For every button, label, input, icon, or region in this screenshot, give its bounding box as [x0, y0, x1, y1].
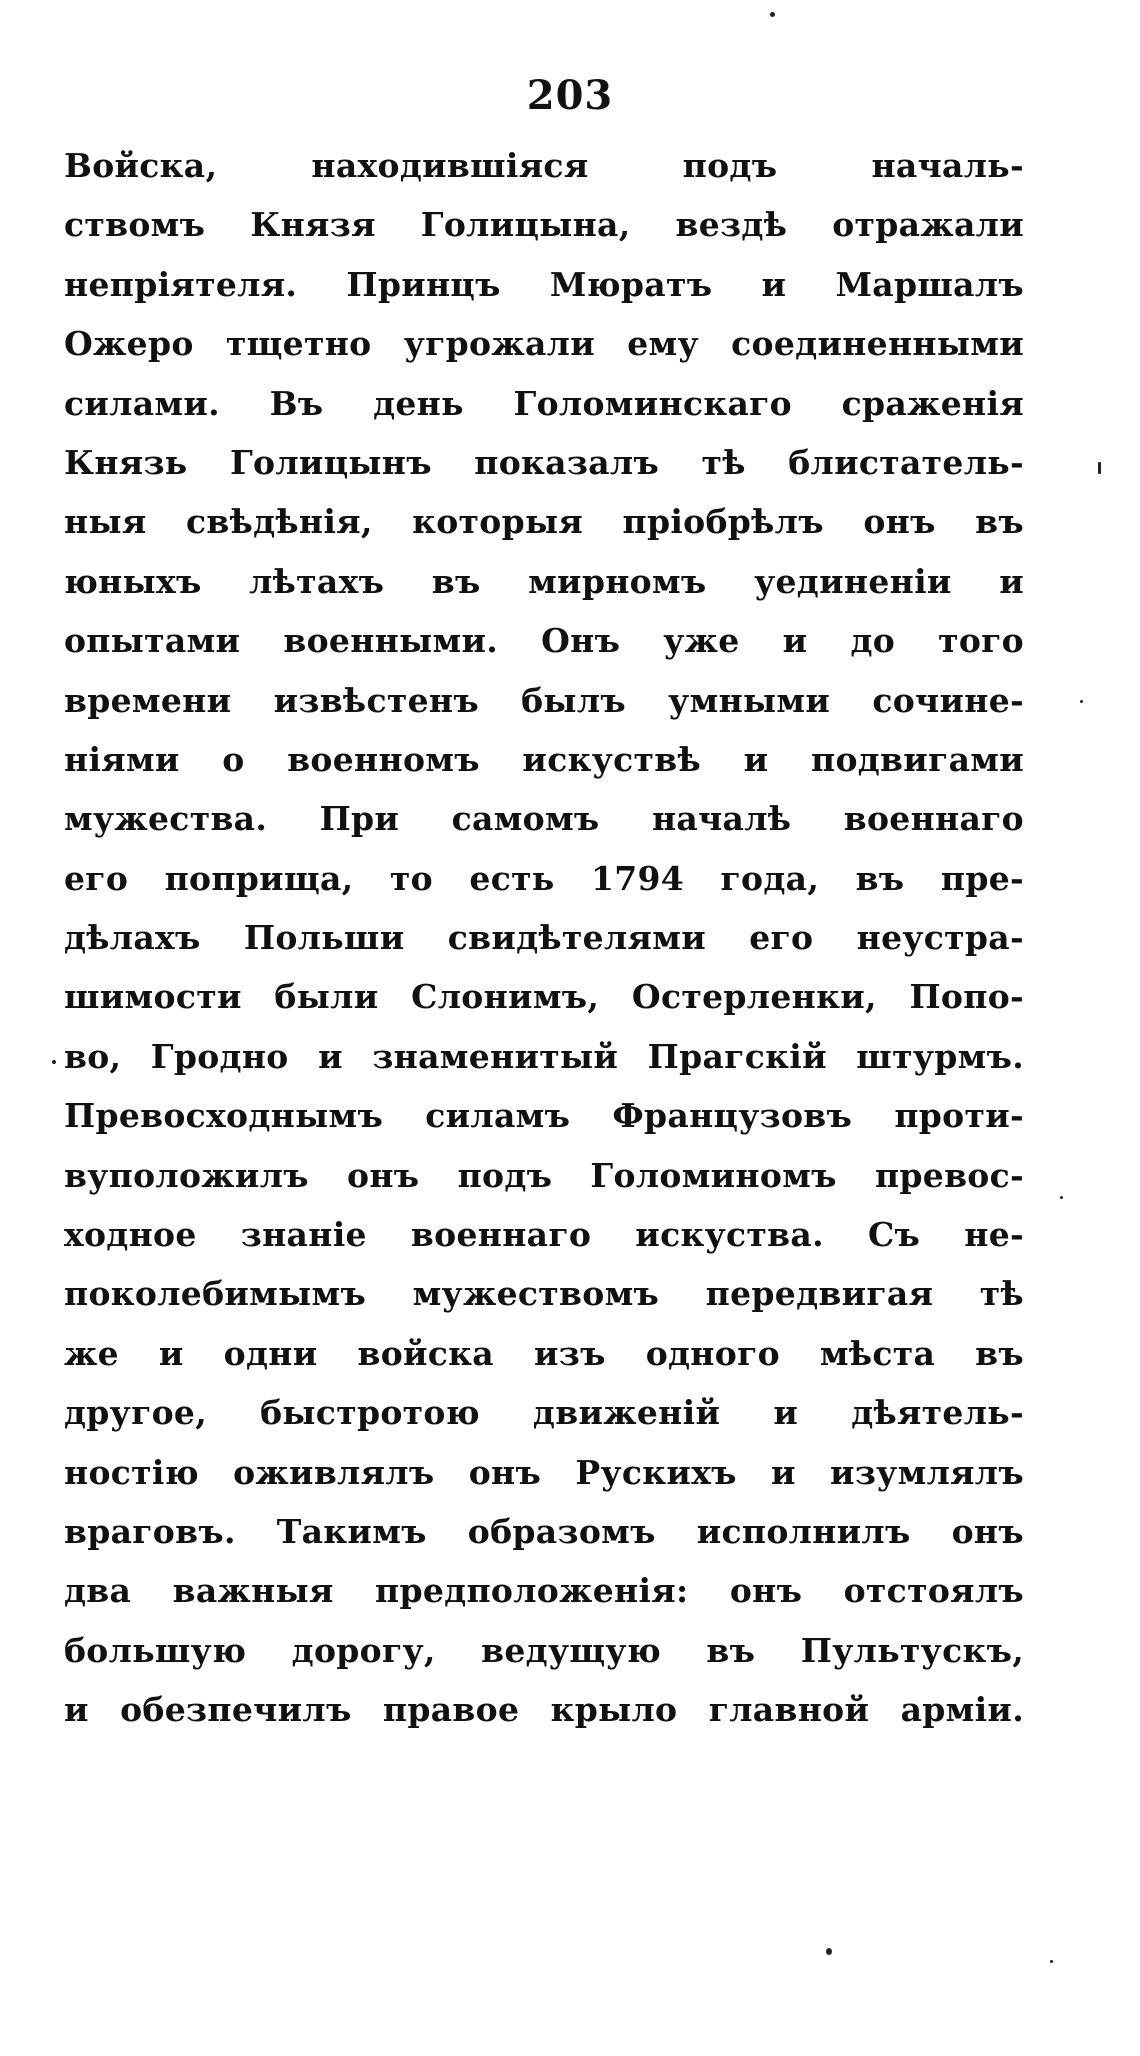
text-line: непріятеля. Принцъ Мюратъ и Маршалъ — [64, 264, 1024, 304]
text-line: мужества. При самомъ началѣ военнаго — [64, 799, 1024, 839]
text-line: Превосходнымъ силамъ Французовъ проти- — [64, 1096, 1024, 1136]
text-line: большую дорогу, ведущую въ Пультускъ, — [64, 1630, 1024, 1670]
text-line: враговъ. Такимъ образомъ исполнилъ онъ — [64, 1511, 1024, 1551]
text-line: юныхъ лѣтахъ въ мирномъ уединеніи и — [64, 561, 1024, 601]
body-text — [64, 136, 1024, 1740]
page-number: 203 — [526, 72, 614, 119]
text-line: же и одни войска изъ одного мѣста въ — [64, 1333, 1024, 1373]
text-line: два важныя предположенія: онъ отстоялъ — [64, 1571, 1024, 1611]
text-line: во, Гродно и знаменитый Прагскій штурмъ. — [64, 1036, 1024, 1076]
scan-speck — [1080, 700, 1083, 703]
text-line: Войска, находившіяся подъ началь- — [64, 146, 1024, 185]
text-line: опытами военными. Онъ уже и до того — [64, 621, 1024, 661]
scan-speck — [52, 1060, 56, 1064]
text-line: его поприща, то есть 1794 года, въ пре- — [64, 858, 1024, 898]
text-line: ходное знаніе военнаго искуства. Съ не- — [64, 1215, 1024, 1255]
scan-speck — [1050, 1960, 1053, 1963]
text-line: Ожеро тщетно угрожали ему соединенными — [64, 324, 1024, 364]
scan-speck — [826, 1948, 832, 1955]
text-line: ствомъ Князя Голицына, вездѣ отражали — [64, 205, 1024, 245]
text-line: дѣлахъ Польши свидѣтелями его неустра- — [64, 918, 1024, 958]
text-line: поколебимымъ мужествомъ передвигая тѣ — [64, 1274, 1024, 1314]
text-line: вуположилъ онъ подъ Голоминомъ превос- — [64, 1155, 1024, 1195]
scan-speck — [1060, 1196, 1063, 1199]
scan-speck — [770, 12, 775, 17]
scan-speck — [1098, 462, 1101, 474]
text-line: ныя свѣдѣнія, которыя пріобрѣлъ онъ въ — [64, 502, 1024, 542]
text-line: и обезпечилъ правое крыло главной арміи. — [64, 1690, 1024, 1730]
text-line: силами. Въ день Голоминскаго сраженія — [64, 383, 1024, 423]
text-line: шимости были Слонимъ, Остерленки, Попо- — [64, 977, 1024, 1017]
text-line: ностію оживлялъ онъ Рускихъ и изумлялъ — [64, 1452, 1024, 1492]
text-line: Князь Голицынъ показалъ тѣ блистатель- — [64, 442, 1024, 482]
text-line: ніями о военномъ искуствѣ и подвигами — [64, 739, 1024, 779]
text-line: времени извѣстенъ былъ умными сочине- — [64, 680, 1024, 720]
text-line: другое, быстротою движеній и дѣятель- — [64, 1393, 1024, 1433]
